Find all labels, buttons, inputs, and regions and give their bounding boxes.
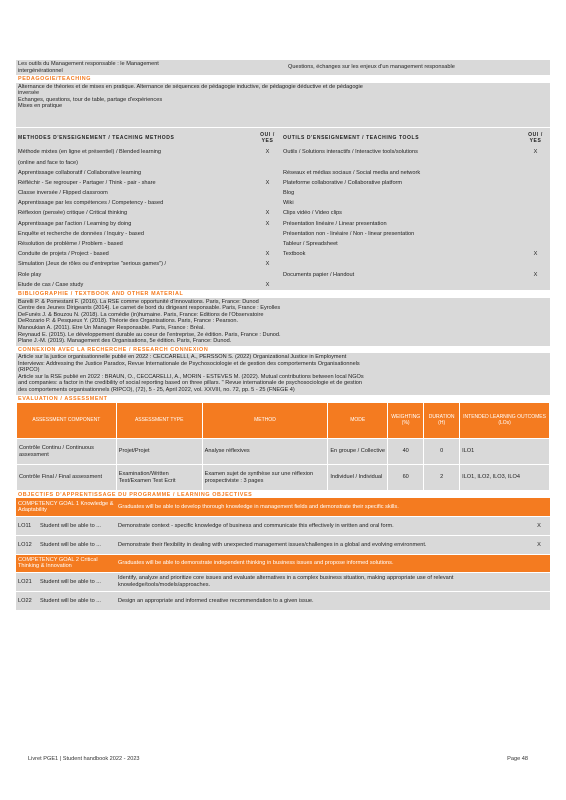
tool-row (281, 280, 550, 290)
evaluation-cell-component: Contrôle Continu / Continuous assessment (17, 439, 117, 465)
method-label: Méthode mixtes (en ligne et présentiel) / Blended learning (18, 149, 162, 156)
bibliography-entry: Manoukian A. (2011). Etre Un Manager Responsable. Paris, France : Bréal. (18, 324, 205, 331)
teaching-methods-header: METHODES D'ENSEIGNEMENT / TEACHING METHODS (18, 134, 175, 141)
objective-code: LO21 (18, 578, 32, 585)
pedagogy-block (16, 83, 550, 127)
evaluation-heading: EVALUATION / ASSESSMENT (18, 395, 108, 402)
evaluation-column-header: ASSESSMENT TYPE (116, 403, 202, 439)
method-row (16, 239, 281, 249)
tool-label: Textbook (283, 251, 306, 258)
tool-row (281, 229, 550, 239)
tool-row (281, 249, 550, 259)
evaluation-cell-method: Examen sujet de synthèse sur une réflexion prospectiviste : 3 pages (202, 465, 328, 491)
tool-row (281, 270, 550, 280)
method-label: Conduite de projets / Project - based (18, 251, 109, 258)
objective-lead: Student will be able to ... (40, 597, 101, 604)
learning-objective-text: Identify, analyze and prioritize core issues and evaluate alternatives in a complex business situation, making appropriate use of relevant knowledge/tools/models/approaches. (116, 572, 528, 591)
evaluation-cell-type: Examination/Written Test/Examen Test Ecrit (116, 465, 202, 491)
evaluation-cell-los: ILO1, ILO2, ILO3, ILO4 (460, 465, 550, 491)
evaluation-cell-mode: Individuel / Individual (328, 465, 388, 491)
learning-objective-code (16, 535, 116, 554)
learning-objective-text: Demonstrate their flexibility in dealing with unexpected management issues/challenges in a global and evolving environment. (116, 535, 528, 554)
method-label: Résolution de problème / Problem - based (18, 241, 123, 248)
evaluation-column-header: DURATION (H) (424, 403, 460, 439)
competency-goal-name: COMPETENCY GOAL 1 Knowledge & Adaptability (16, 498, 116, 516)
evaluation-cell-los: ILO1 (460, 439, 550, 465)
learning-objective-code (16, 591, 116, 610)
tool-label: Présentation non - linéaire / Non - linear presentation (283, 230, 415, 237)
method-check: X (265, 179, 270, 186)
pedagogy-line: Alternance de théories et de mises en pratique. Alternance de séquences de pédagogie inductive, de pédagogie déductive et de pédagogie (18, 83, 363, 90)
bibliography-entry: DeRozario P. & Pesqueux Y. (2018). Théorie des Organisations. Paris, France : Pearson. (18, 318, 239, 325)
bibliography-entry: Plane J.-M. (2019). Management des Organisations, 5e édition. Paris, France: Dunod. (18, 338, 232, 345)
method-label: Classe inversée / Flipped classroom (18, 190, 108, 197)
method-check: X (265, 261, 270, 268)
method-row (16, 199, 281, 209)
method-label: Apprentissage par l'action / Learning by doing (18, 220, 132, 227)
evaluation-column-header: MODE (328, 403, 388, 439)
tool-row (281, 239, 550, 249)
method-row (16, 188, 281, 198)
research-line: and companies: a factor in the credibility of social reporting based on three pillars. " Revue internationale de psychosociologie et de gestion (18, 380, 363, 387)
objective-code: LO11 (18, 522, 32, 529)
bibliography-entry: Reynaud E. (2015). Le développement durable au coeur de l'entreprise, 2e édition. Paris, France : Dunod. (18, 331, 281, 338)
pedagogy-heading: PEDAGOGIE/TEACHING (18, 76, 92, 83)
research-heading: CONNEXION AVEC LA RECHERCHE / RESEARCH CONNEXION (18, 346, 209, 353)
objectives-heading: OBJECTIFS D'APPRENTISSAGE DU PROGRAMME / LEARNING OBJECTIVES (18, 492, 253, 499)
competency-goal-row (16, 554, 550, 572)
research-block (16, 353, 550, 395)
tool-row (281, 158, 550, 168)
evaluation-cell-method: Analyse réflexives (202, 439, 328, 465)
evaluation-cell-component: Contrôle Final / Final assessment (17, 465, 117, 491)
method-row (16, 209, 281, 219)
tool-check: X (533, 149, 538, 156)
topics-right: Questions, échanges sur les enjeux d'un management responsable (288, 64, 455, 70)
teaching-methods (16, 130, 281, 291)
tool-check: X (533, 251, 538, 258)
page-footer (28, 756, 528, 763)
learning-objectives-table (16, 498, 550, 611)
learning-objective-row (16, 516, 550, 535)
tool-label: Clips vidéo / Video clips (283, 210, 342, 217)
evaluation-column-header: WEIGHTING (%) (388, 403, 424, 439)
learning-objective-code (16, 572, 116, 591)
tool-label: Plateforme collaborative / Collaborative platform (283, 179, 403, 186)
competency-goal-row (16, 498, 550, 516)
method-label: Réflexion (pensée) critique / Critical thinking (18, 210, 128, 217)
method-label: Role play (18, 271, 42, 278)
method-check: X (265, 220, 270, 227)
tool-row (281, 260, 550, 270)
objective-code: LO12 (18, 541, 32, 548)
objective-lead: Student will be able to ... (40, 578, 101, 585)
bibliography-entry: DeFunès J. & Bouzou N. (2018). La comédie (in)humaine. Paris, France: Editions de l'Observatoire (18, 311, 264, 318)
method-check: X (265, 281, 270, 288)
learning-objective-row (16, 591, 550, 610)
method-label: (online and face to face) (18, 159, 79, 166)
topic-line: intergénérationnel (18, 67, 63, 74)
competency-goal-statement: Graduates will be able to demonstrate independent thinking in business issues and propose informed solutions. (116, 554, 550, 572)
tool-label: Documents papier / Handout (283, 271, 355, 278)
tool-label: Tableur / Spreadsheet (283, 241, 338, 248)
method-row (16, 270, 281, 280)
evaluation-cell-mode: En groupe / Collective (328, 439, 388, 465)
syllabus-page (16, 60, 550, 611)
learning-objective-check (528, 591, 550, 610)
tool-label: Présentation linéaire / Linear presentation (283, 220, 387, 227)
method-label: Apprentissage par les compétences / Competency - based (18, 200, 164, 207)
learning-objective-row (16, 572, 550, 591)
learning-objective-row (16, 535, 550, 554)
method-check: X (265, 149, 270, 156)
topics-left (16, 60, 286, 75)
method-label: Apprentissage collaboratif / Collaborative learning (18, 169, 142, 176)
method-check: X (265, 210, 270, 217)
method-row (16, 178, 281, 188)
pedagogy-line: inversée (18, 90, 40, 97)
pedagogy-line: Echanges, questions, tour de table, partage d'expériences (18, 96, 163, 103)
evaluation-cell-weight: 40 (388, 439, 424, 465)
evaluation-cell-duration: 0 (424, 439, 460, 465)
page-number: Page 48 (507, 756, 528, 762)
objective-code: LO22 (18, 597, 32, 604)
tool-row (281, 199, 550, 209)
research-line: Interviews: Addressing the Justice Paradox, Revue Internationale de Psychosociologie et de gestion des comportements Organisationnels (18, 360, 360, 367)
method-check: X (265, 251, 270, 258)
research-line: (RIPCO) (18, 367, 40, 374)
bibliography-entry: Centre des Jeunes Dirigeants (2014). Le carnet de bord du dirigeant responsable. Paris, France : Eyrolles (18, 305, 281, 312)
method-label: Enquête et recherche de données / Inquiry - based (18, 230, 144, 237)
learning-objective-text: Demonstrate context - specific knowledge of business and communicate this effectively in written and oral form. (116, 516, 528, 535)
evaluation-table (16, 402, 550, 491)
method-row (16, 168, 281, 178)
evaluation-column-header: METHOD (202, 403, 328, 439)
method-row (16, 249, 281, 259)
bibliography-block (16, 298, 550, 346)
method-label: Réfléchir - Se regrouper - Partager / Think - pair - share (18, 179, 156, 186)
bibliography-entry: Barelli P. & Pomestant F. (2016). La RSE comme opportunité d'innovations. Paris, France: Dunod (18, 298, 259, 305)
tool-row (281, 188, 550, 198)
method-label: Simulation (Jeux de rôles ou d'entreprise "serious games") / (18, 261, 167, 268)
method-label: Etude de cas / Case study (18, 281, 84, 288)
teaching-tools (281, 130, 550, 291)
tool-label: Outils / Solutions interactifs / Interactive tools/solutions (283, 149, 418, 156)
evaluation-cell-type: Projet/Projet (116, 439, 202, 465)
evaluation-cell-duration: 2 (424, 465, 460, 491)
learning-objective-check: X (528, 516, 550, 535)
evaluation-row (17, 439, 550, 465)
method-row (16, 260, 281, 270)
pedagogy-line: Mises en pratique (18, 103, 63, 110)
footer-handbook: Livret PGE1 | Student handbook 2022 - 2023 (28, 756, 140, 762)
method-row (16, 158, 281, 168)
course-topics-row (16, 60, 550, 75)
methods-tools-block (16, 128, 550, 291)
evaluation-row (17, 465, 550, 491)
tool-row (281, 148, 550, 158)
tool-row (281, 178, 550, 188)
yes-column-header: OUI / YES (260, 131, 275, 144)
learning-objective-code (16, 516, 116, 535)
tool-label: Réseaux et médias sociaux / Social media and network (283, 169, 421, 176)
method-row (16, 280, 281, 290)
tool-label: Blog (283, 190, 295, 197)
research-line: Article sur la RSE publié en 2022 : BRAUN, O., CECCARELLI, A., MORIN - ESTEVES M. (2022). Mutual contributions between local NGOs (18, 373, 364, 380)
objective-lead: Student will be able to ... (40, 541, 101, 548)
teaching-tools-header: OUTILS D'ENSEIGNEMENT / TEACHING TOOLS (283, 134, 420, 141)
evaluation-cell-weight: 60 (388, 465, 424, 491)
tool-check: X (533, 271, 538, 278)
method-row (16, 229, 281, 239)
evaluation-column-header: ASSESSMENT COMPONENT (17, 403, 117, 439)
research-line: Article sur la justice organisationnelle publié en 2022 : CECCARELLI, A., PERSSON S. (2022) Organizational Justice in Employment (18, 354, 347, 361)
competency-goal-statement: Graduates will be able to develop thorough knowledge in management fields and demonstrate their specific skills. (116, 498, 550, 516)
bibliography-heading: BIBLIOGRAPHIE / TEXTBOOK AND OTHER MATERIAL (18, 291, 184, 298)
tool-row (281, 219, 550, 229)
yes-column-header: OUI / YES (528, 131, 543, 144)
competency-goal-name: COMPETENCY GOAL 2 Critical Thinking & Innovation (16, 554, 116, 572)
objective-lead: Student will be able to ... (40, 522, 101, 529)
tool-label: Wiki (283, 200, 294, 207)
tool-row (281, 209, 550, 219)
learning-objective-check (528, 572, 550, 591)
learning-objective-text: Design an appropriate and informed creative recommendation to a given issue. (116, 591, 528, 610)
evaluation-column-header: INTENDED LEARNING OUTCOMES (LOs) (460, 403, 550, 439)
method-row (16, 219, 281, 229)
method-row (16, 148, 281, 158)
topic-line: Les outils du Management responsable : le Management (18, 61, 159, 67)
learning-objective-check: X (528, 535, 550, 554)
tool-row (281, 168, 550, 178)
research-line: des comportements organisationnels (RIPCO), (72), 5 - 25, April 2022, vol. XXVIII, no. 72, pp. 5 - 25 (FNEGE 4) (18, 387, 295, 394)
